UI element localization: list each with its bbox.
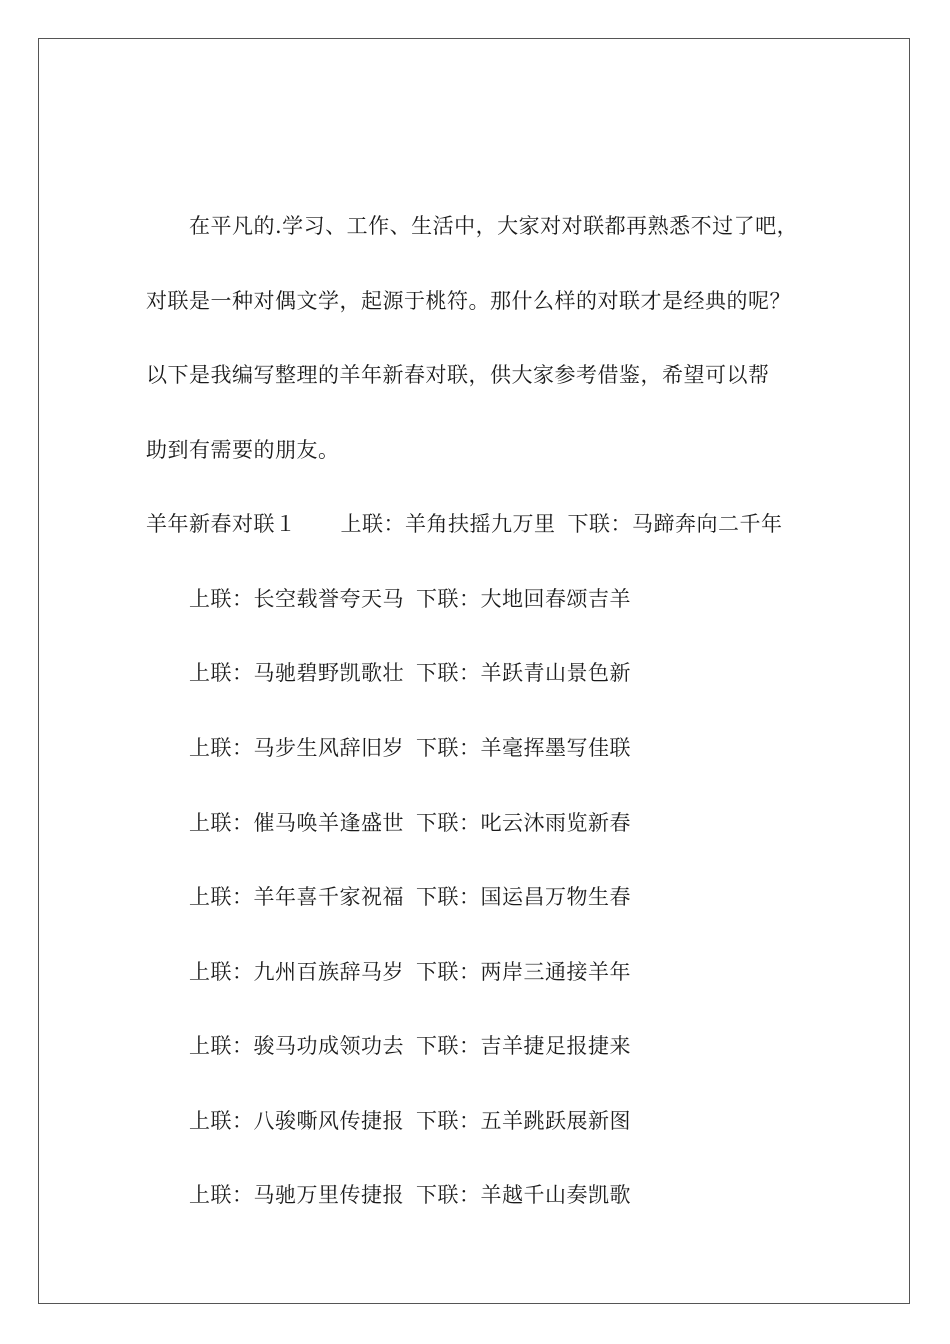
couplet-lower: 下联：大地回春颂吉羊 <box>416 587 631 611</box>
couplet-lower: 下联：国运昌万物生春 <box>416 885 631 909</box>
couplet-row <box>189 659 631 687</box>
couplet-row <box>189 1032 631 1060</box>
couplet-upper: 上联：长空载誉夸天马 <box>189 587 404 611</box>
couplet-row <box>189 1107 631 1135</box>
couplet-upper: 上联：催马唤羊逢盛世 <box>189 811 404 835</box>
intro-paragraph-line: 助到有需要的朋友。 <box>146 438 340 462</box>
section-title: 羊年新春对联１ <box>146 512 297 536</box>
intro-paragraph-line: 对联是一种对偶文学，起源于桃符。那什么样的对联才是经典的呢？ <box>146 289 791 313</box>
couplet-row <box>189 585 631 613</box>
couplet-lower: 下联：两岸三通接羊年 <box>416 960 631 984</box>
couplet-upper: 上联：马驰碧野凯歌壮 <box>189 661 404 685</box>
couplet-lower: 下联：羊越千山奏凯歌 <box>416 1183 631 1207</box>
section-heading-row <box>146 510 783 538</box>
couplet-upper: 上联：马驰万里传捷报 <box>189 1183 404 1207</box>
couplet-lower: 下联：吉羊捷足报捷来 <box>416 1034 631 1058</box>
couplet-upper: 上联：骏马功成领功去 <box>189 1034 404 1058</box>
couplet-row <box>189 809 631 837</box>
couplet-upper: 上联：九州百族辞马岁 <box>189 960 404 984</box>
intro-paragraph-line: 以下是我编写整理的羊年新春对联，供大家参考借鉴，希望可以帮 <box>146 363 770 387</box>
couplet-lower: 下联：叱云沐雨览新春 <box>416 811 631 835</box>
couplet-row <box>189 734 631 762</box>
couplet-upper: 上联：马步生风辞旧岁 <box>189 736 404 760</box>
couplet-lower: 下联：羊跃青山景色新 <box>416 661 631 685</box>
couplet-lower: 下联：五羊跳跃展新图 <box>416 1109 631 1133</box>
couplet-lower: 下联：羊毫挥墨写佳联 <box>416 736 631 760</box>
intro-paragraph-line: 在平凡的.学习、工作、生活中，大家对对联都再熟悉不过了吧， <box>189 214 799 238</box>
couplet-upper: 上联：羊角扶摇九万里 <box>340 512 556 536</box>
couplet-row <box>189 883 631 911</box>
couplet-row <box>189 1181 631 1209</box>
couplet-row <box>189 958 631 986</box>
couplet-upper: 上联：羊年喜千家祝福 <box>189 885 404 909</box>
couplet-upper: 上联：八骏嘶风传捷报 <box>189 1109 404 1133</box>
couplet-lower: 下联：马蹄奔向二千年 <box>567 512 783 536</box>
